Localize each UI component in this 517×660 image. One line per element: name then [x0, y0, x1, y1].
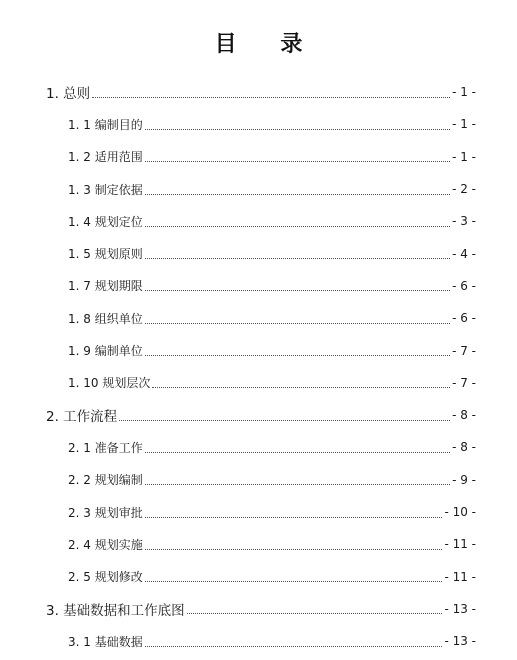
toc-page-number: - 1 -	[452, 149, 476, 164]
toc-entry[interactable]	[0, 528, 517, 560]
toc-page-number: - 9 -	[452, 472, 476, 487]
toc-entry[interactable]	[0, 302, 517, 334]
toc-dot-leader	[92, 97, 450, 98]
toc-page-number: - 1 -	[452, 117, 476, 132]
toc-dot-leader	[145, 226, 450, 227]
toc-entry-text: 1. 3 制定依据	[68, 182, 143, 197]
toc-entry-text: 1. 4 规划定位	[68, 214, 143, 229]
toc-dot-leader	[145, 194, 450, 195]
toc-entry-text: 2. 2 规划编制	[68, 473, 143, 488]
toc-dot-leader	[152, 387, 450, 388]
toc-entry-text: 1. 1 编制目的	[68, 117, 143, 132]
toc-page-number: - 6 -	[452, 278, 476, 293]
toc-entry[interactable]	[0, 270, 517, 302]
toc-entry[interactable]	[0, 334, 517, 366]
toc-entry[interactable]	[0, 367, 517, 399]
toc-page-number: - 7 -	[452, 343, 476, 358]
toc-page-number: - 10 -	[444, 505, 476, 519]
toc-dot-leader	[145, 323, 450, 324]
toc-page-number: - 1 -	[452, 85, 476, 100]
toc-dot-leader	[145, 290, 450, 291]
toc-entry[interactable]	[0, 399, 517, 431]
toc-entry[interactable]	[0, 431, 517, 463]
toc-page-number: - 13 -	[444, 601, 476, 616]
toc-page-number: - 8 -	[452, 408, 476, 423]
toc-entry[interactable]	[0, 173, 517, 205]
toc-entry[interactable]	[0, 560, 517, 592]
toc-dot-leader	[145, 452, 450, 453]
toc-entry-text: 1. 7 规划期限	[68, 279, 143, 294]
toc-entry[interactable]	[0, 593, 517, 625]
toc-list	[0, 76, 517, 657]
toc-entry[interactable]	[0, 464, 517, 496]
toc-page-number: - 11 -	[444, 569, 476, 584]
toc-page-number: - 11 -	[444, 537, 476, 552]
toc-entry-text: 2. 5 规划修改	[68, 570, 143, 585]
toc-dot-leader	[119, 420, 450, 421]
toc-entry-text: 2. 3 规划审批	[68, 505, 143, 520]
toc-dot-leader	[145, 484, 450, 485]
toc-page-number: - 4 -	[452, 246, 476, 261]
toc-entry-text: 2. 工作流程	[46, 409, 118, 426]
toc-page-number: - 8 -	[452, 440, 476, 455]
toc-title: 目 录	[214, 32, 321, 57]
toc-entry[interactable]	[0, 496, 517, 528]
toc-entry-text: 2. 4 规划实施	[68, 537, 143, 552]
toc-entry[interactable]	[0, 237, 517, 269]
toc-page-number: - 2 -	[452, 182, 476, 197]
toc-dot-leader	[145, 646, 443, 647]
toc-entry-text: 1. 2 适用范围	[68, 150, 143, 165]
toc-dot-leader	[145, 161, 450, 162]
toc-entry-text: 3. 基础数据和工作底图	[46, 602, 185, 619]
toc-entry-text: 3. 1 基础数据	[68, 634, 143, 649]
toc-dot-leader	[187, 613, 443, 614]
toc-dot-leader	[145, 355, 450, 356]
toc-dot-leader	[145, 581, 443, 582]
toc-entry[interactable]	[0, 141, 517, 173]
toc-page-number: - 6 -	[452, 311, 476, 326]
toc-page-number: - 13 -	[444, 634, 476, 649]
toc-entry[interactable]	[0, 108, 517, 140]
toc-dot-leader	[145, 258, 450, 259]
toc-entry-text: 1. 10 规划层次	[68, 376, 151, 391]
toc-entry[interactable]	[0, 625, 517, 657]
toc-dot-leader	[145, 517, 443, 518]
toc-entry-text: 1. 9 编制单位	[68, 344, 143, 359]
toc-entry-text: 2. 1 准备工作	[68, 440, 143, 455]
toc-dot-leader	[145, 129, 450, 130]
toc-page-number: - 3 -	[452, 214, 476, 229]
toc-entry-text: 1. 5 规划原则	[68, 247, 143, 262]
toc-entry-text: 1. 总则	[46, 86, 91, 103]
toc-entry[interactable]	[0, 76, 517, 108]
toc-entry-text: 1. 8 组织单位	[68, 311, 143, 326]
toc-entry[interactable]	[0, 205, 517, 237]
toc-dot-leader	[145, 549, 443, 550]
toc-page-number: - 7 -	[452, 375, 476, 390]
